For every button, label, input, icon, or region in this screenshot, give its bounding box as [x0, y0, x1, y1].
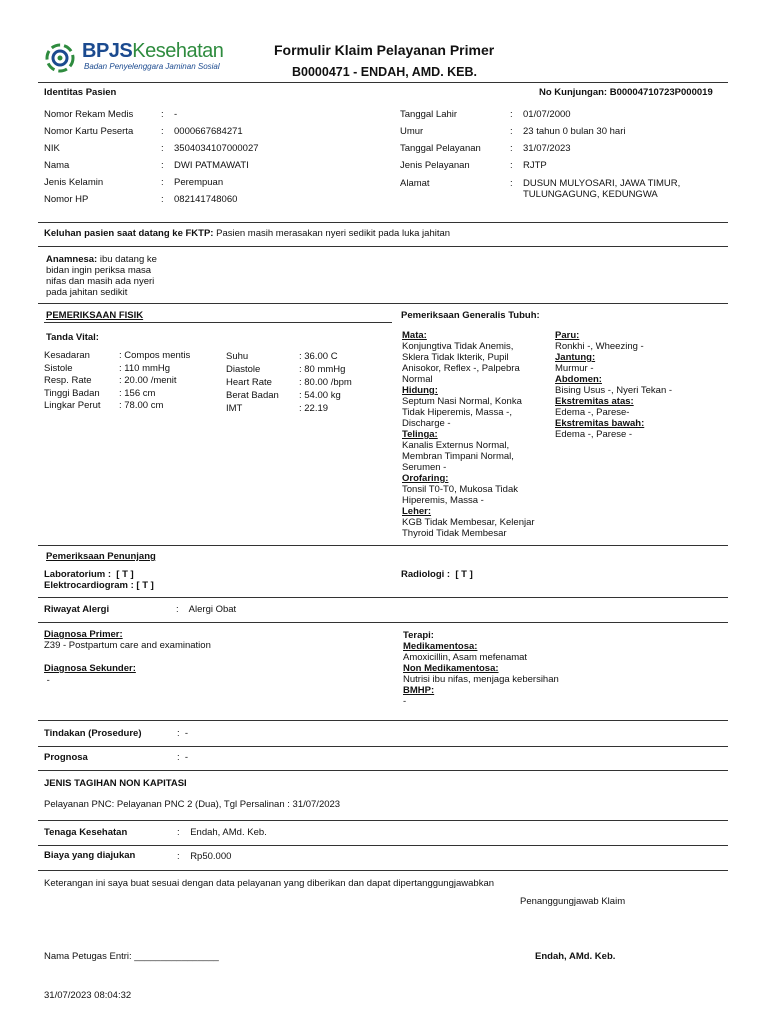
- keterangan-text: Keterangan ini saya buat sesuai dengan data pelayanan yang diberikan dan dapat dipertanggungjawabkan: [44, 878, 495, 889]
- page-title: Formulir Klaim Pelayanan Primer: [274, 42, 495, 58]
- generalis-col2: [555, 330, 725, 440]
- identitas-label: Jenis Kelamin: [44, 177, 104, 188]
- generalis-text: Bising Usus -, Nyeri Tekan -: [555, 385, 673, 396]
- vital-value: : 110 mmHg: [119, 362, 171, 374]
- generalis-text: Tidak Hiperemis, Massa -,: [402, 407, 512, 418]
- bpjs-logo-icon: [44, 42, 76, 74]
- tagihan-heading: JENIS TAGIHAN NON KAPITASI: [44, 778, 187, 789]
- bmhp-value: -: [403, 696, 407, 707]
- vital-value: : 156 cm: [119, 387, 156, 399]
- generalis-text: KGB Tidak Membesar, Kelenjar: [402, 517, 535, 528]
- prognosa-value: : -: [177, 752, 189, 763]
- generalis-section-heading: Hidung:: [402, 385, 438, 396]
- vital-value: : 80 mmHg: [299, 364, 346, 375]
- biaya-label: Biaya yang diajukan: [44, 850, 136, 861]
- identitas-label: Tanggal Pelayanan: [400, 143, 481, 154]
- anamnesa-label: Anamnesa:: [46, 254, 98, 265]
- vital-label: Suhu: [226, 351, 249, 362]
- generalis-text: Serumen -: [402, 462, 447, 473]
- divider: [38, 222, 728, 223]
- logo-tagline: Badan Penyelenggara Jaminan Sosial: [84, 62, 220, 71]
- penanggung-name: Endah, AMd. Keb.: [535, 951, 616, 962]
- fisik-rule: [44, 322, 392, 323]
- divider: [38, 870, 728, 871]
- vital-label: Tinggi Badan: [44, 387, 100, 399]
- logo-wordmark: [82, 40, 223, 63]
- generalis-text: Normal: [402, 374, 433, 385]
- anamnesa-line: bidan ingin periksa masa: [46, 265, 152, 276]
- vital-value: : 22.19: [299, 403, 329, 414]
- identitas-value: RJTP: [523, 160, 547, 171]
- generalis-text: Discharge -: [402, 418, 451, 429]
- tenaga-value: : Endah, AMd. Keb.: [177, 827, 267, 838]
- radiologi-status: Radiologi : [ T ]: [401, 569, 473, 580]
- vital-label: Berat Badan: [226, 390, 279, 401]
- generalis-text: Edema -, Parese-: [555, 407, 630, 418]
- identitas-label: Nomor Rekam Medis: [44, 109, 134, 120]
- identitas-value: 0000667684271: [174, 126, 243, 137]
- identitas-value: 31/07/2023: [523, 143, 571, 154]
- generalis-section-heading: Orofaring:: [402, 473, 449, 484]
- anamnesa-block: [46, 254, 186, 298]
- identitas-colon: :: [161, 143, 164, 154]
- divider: [38, 545, 728, 546]
- identitas-label: Tanggal Lahir: [400, 109, 458, 120]
- alergi-label: Riwayat Alergi: [44, 604, 110, 615]
- generalis-col1: [402, 330, 552, 539]
- identitas-colon: :: [510, 126, 513, 137]
- generalis-text: Membran Timpani Normal,: [402, 451, 514, 462]
- generalis-text: Edema -, Parese -: [555, 429, 633, 440]
- identitas-label: Alamat: [400, 178, 430, 189]
- identitas-value: DWI PATMAWATI: [174, 160, 249, 171]
- identitas-value: Perempuan: [174, 177, 224, 188]
- vital-label: Sistole: [44, 362, 73, 374]
- print-timestamp: 31/07/2023 08:04:32: [44, 990, 132, 1001]
- identitas-colon: :: [161, 126, 164, 137]
- keluhan-row: [44, 228, 450, 239]
- identitas-label: Nomor Kartu Peserta: [44, 126, 134, 137]
- identitas-value: 082141748060: [174, 194, 238, 205]
- bpjs-logo: [44, 40, 234, 76]
- identitas-colon: :: [161, 194, 164, 205]
- diagnosa-primer-label: Diagnosa Primer:: [44, 629, 123, 640]
- terapi-block: [403, 630, 723, 707]
- anamnesa-line: ibu datang ke: [97, 254, 157, 265]
- identitas-label: Nama: [44, 160, 70, 171]
- identitas-value: 01/07/2000: [523, 109, 571, 120]
- identitas-value: 23 tahun 0 bulan 30 hari: [523, 126, 626, 137]
- divider: [38, 303, 728, 304]
- generalis-text: Thyroid Tidak Membesar: [402, 528, 507, 539]
- keluhan-label: Keluhan pasien saat datang ke FKTP:: [44, 228, 214, 239]
- identitas-value: TULUNGAGUNG, KEDUNGWA: [523, 189, 658, 200]
- keluhan-value: Pasien masih merasakan nyeri sedikit pada luka jahitan: [216, 228, 451, 239]
- generalis-text: Konjungtiva Tidak Anemis,: [402, 341, 514, 352]
- identitas-heading: Identitas Pasien: [44, 87, 117, 98]
- vital-value: : Compos mentis: [119, 350, 191, 361]
- identitas-colon: :: [510, 160, 513, 171]
- divider: [38, 622, 728, 623]
- diagnosa-sekunder-value: -: [44, 675, 50, 686]
- medikamentosa-value: Amoxicillin, Asam mefenamat: [403, 652, 528, 663]
- vital-value: : 36.00 C: [299, 351, 338, 362]
- vital-label: Kesadaran: [44, 350, 90, 361]
- vital-label: Diastole: [226, 364, 261, 375]
- anamnesa-line: nifas dan masih ada nyeri: [46, 276, 155, 287]
- identitas-colon: :: [161, 109, 164, 120]
- diagnosa-sekunder-label: Diagnosa Sekunder:: [44, 663, 136, 674]
- tanda-vital-label: Tanda Vital:: [46, 332, 99, 343]
- page-subtitle: B0000471 - ENDAH, AMD. KEB.: [292, 65, 478, 79]
- generalis-text: Ronkhi -, Wheezing -: [555, 341, 644, 352]
- penunjang-heading: Pemeriksaan Penunjang: [46, 551, 156, 562]
- identitas-colon: :: [510, 143, 513, 154]
- ekg-status: Elektrocardiogram : [ T ]: [44, 580, 154, 591]
- identitas-colon: :: [510, 109, 513, 120]
- penanggung-label: Penanggungjawab Klaim: [520, 896, 626, 907]
- generalis-section-heading: Ekstremitas bawah:: [555, 418, 645, 429]
- vital-value: : 80.00 /bpm: [299, 377, 352, 388]
- identitas-colon: :: [161, 177, 164, 188]
- lab-status: Laboratorium : [ T ]: [44, 569, 134, 580]
- logo-brand-b: Kesehatan: [132, 40, 224, 62]
- tindakan-value: : -: [177, 728, 189, 739]
- tindakan-label: Tindakan (Prosedure): [44, 728, 142, 739]
- identitas-value: DUSUN MULYOSARI, JAWA TIMUR,: [523, 178, 681, 189]
- generalis-text: Anisokor, Reflex -, Palpebra: [402, 363, 520, 374]
- non-medikamentosa-label: Non Medikamentosa:: [403, 663, 499, 674]
- generalis-heading: Pemeriksaan Generalis Tubuh:: [401, 310, 540, 321]
- identitas-colon: :: [510, 178, 513, 189]
- divider: [38, 746, 728, 747]
- vital-label: Resp. Rate: [44, 375, 92, 386]
- divider: [38, 845, 728, 846]
- identitas-value: 3504034107000027: [174, 143, 259, 154]
- no-kunjungan: No Kunjungan: B00004710723P000019: [539, 87, 713, 98]
- divider: [38, 820, 728, 821]
- generalis-section-heading: Telinga:: [402, 429, 438, 440]
- non-medikamentosa-value: Nutrisi ibu nifas, menjaga kebersihan: [403, 674, 559, 685]
- divider: [38, 720, 728, 721]
- generalis-section-heading: Abdomen:: [555, 374, 602, 385]
- vital-label: Lingkar Perut: [44, 400, 101, 411]
- generalis-section-heading: Paru:: [555, 330, 580, 341]
- logo-brand-a: BPJS: [82, 40, 133, 62]
- identitas-label: Jenis Pelayanan: [400, 160, 470, 171]
- diagnosa-primer-value: Z39 - Postpartum care and examination: [44, 640, 211, 651]
- divider: [38, 770, 728, 771]
- generalis-text: Kanalis Externus Normal,: [402, 440, 510, 451]
- generalis-section-heading: Ekstremitas atas:: [555, 396, 634, 407]
- divider: [38, 82, 728, 83]
- identitas-label: NIK: [44, 143, 60, 154]
- tagihan-value: Pelayanan PNC: Pelayanan PNC 2 (Dua), Tgl Persalinan : 31/07/2023: [44, 799, 341, 810]
- identitas-label: Umur: [400, 126, 424, 137]
- vital-value: : 78.00 cm: [119, 400, 164, 411]
- biaya-value: : Rp50.000: [177, 851, 232, 862]
- divider: [38, 597, 728, 598]
- generalis-text: Hiperemis, Massa -: [402, 495, 484, 506]
- vital-label: Heart Rate: [226, 377, 272, 388]
- identitas-label: Nomor HP: [44, 194, 89, 205]
- generalis-text: Sklera Tidak Ikterik, Pupil: [402, 352, 509, 363]
- bmhp-label: BMHP:: [403, 685, 435, 696]
- anamnesa-line: pada jahitan sedikit: [46, 287, 128, 298]
- generalis-section-heading: Leher:: [402, 506, 432, 517]
- identitas-colon: :: [161, 160, 164, 171]
- terapi-label: Terapi:: [403, 630, 434, 641]
- divider: [38, 246, 728, 247]
- petugas-entri: Nama Petugas Entri: ________________: [44, 951, 219, 962]
- identitas-value: -: [174, 109, 178, 120]
- tenaga-label: Tenaga Kesehatan: [44, 827, 128, 838]
- generalis-section-heading: Jantung:: [555, 352, 596, 363]
- vital-label: IMT: [226, 403, 243, 414]
- generalis-section-heading: Mata:: [402, 330, 427, 341]
- generalis-text: Murmur -: [555, 363, 594, 374]
- medikamentosa-label: Medikamentosa:: [403, 641, 478, 652]
- generalis-text: Septum Nasi Normal, Konka: [402, 396, 522, 407]
- prognosa-label: Prognosa: [44, 752, 88, 763]
- generalis-text: Tonsil T0-T0, Mukosa Tidak: [402, 484, 518, 495]
- vital-value: : 54.00 kg: [299, 390, 341, 401]
- vital-value: : 20.00 /menit: [119, 375, 177, 386]
- fisik-heading: PEMERIKSAAN FISIK: [46, 310, 144, 321]
- alergi-value: : Alergi Obat: [176, 604, 237, 615]
